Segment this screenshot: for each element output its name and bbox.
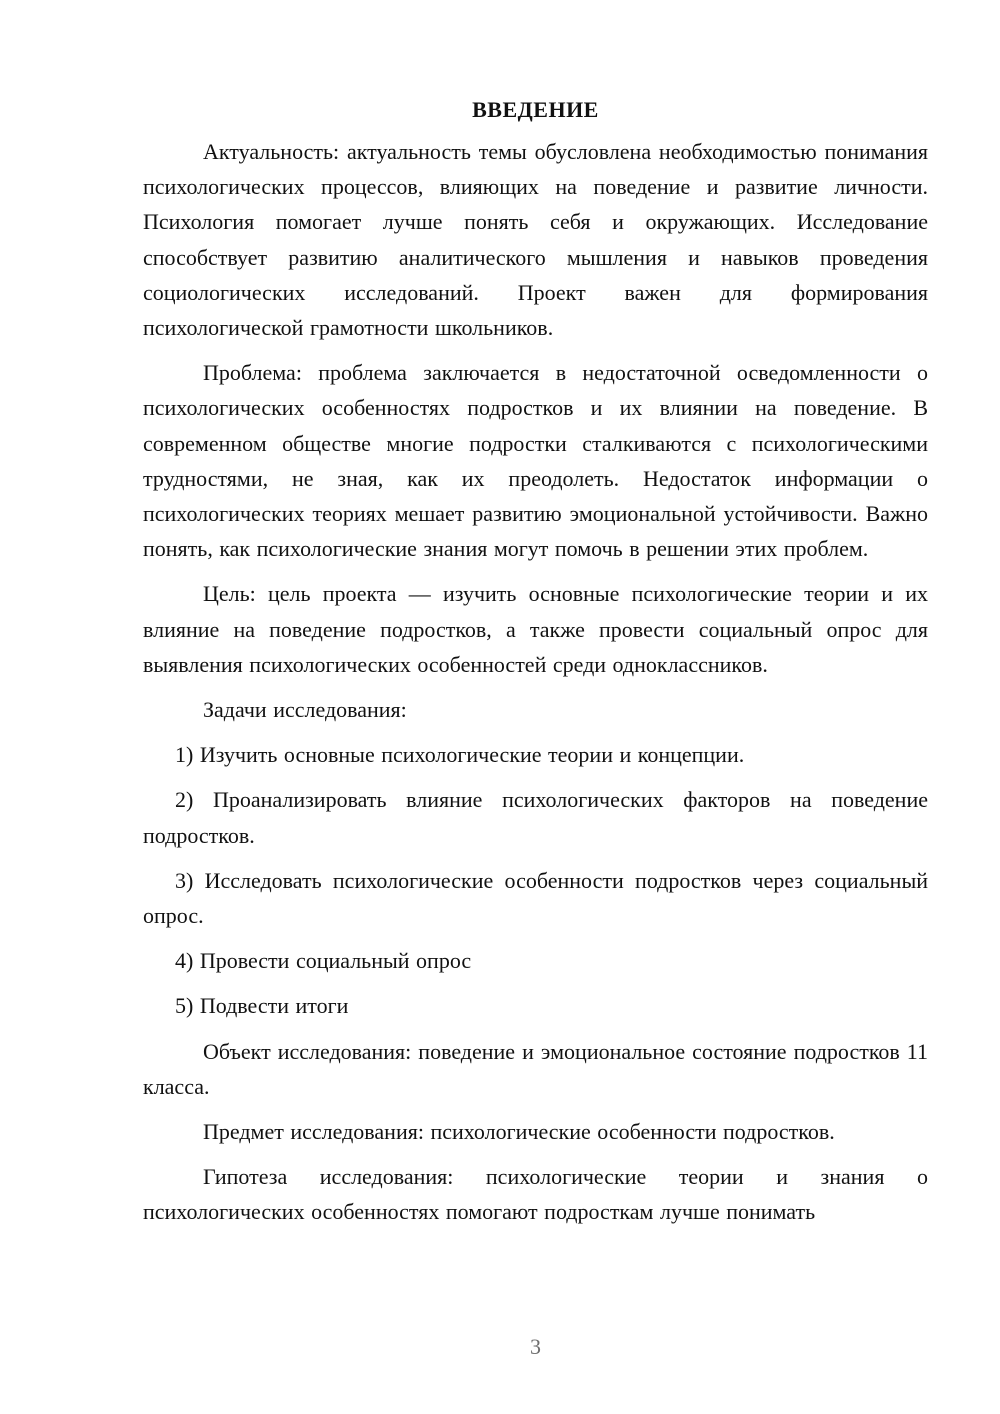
- task-item-4: 4) Провести социальный опрос: [175, 948, 472, 974]
- paragraph-hypothesis: Гипотеза исследования: психологические теории и знания о психологических особенностях помогают подросткам лучше понимать: [143, 1164, 928, 1225]
- task-item-5: 5) Подвести итоги: [175, 993, 349, 1019]
- paragraph-goal: Цель: цель проекта — изучить основные психологические теории и их влияние на поведение подростков, а также провести социальный опрос для выявления психологических особенностей среди одноклассников.: [143, 581, 928, 677]
- paragraph-tasks-heading: Задачи исследования:: [203, 697, 407, 723]
- paragraph-subject: Предмет исследования: психологические особенности подростков.: [203, 1119, 835, 1145]
- task-item-2: 2) Проанализировать влияние психологических факторов на поведение подростков.: [143, 787, 928, 848]
- paragraph-problem: Проблема: проблема заключается в недостаточной осведомленности о психологических особенностях подростков и их влиянии на поведение. В современном обществе многие подростки сталкиваются с психологическими трудностями, не зная, как их преодолеть. Недостаток информации о психологических теориях мешает развитию эмоциональной устойчивости. Важно понять, как психологические знания могут помочь в решении этих проблем.: [143, 360, 928, 562]
- paragraph-relevance: Актуальность: актуальность темы обусловлена необходимостью понимания психологических процессов, влияющих на поведение и развитие личности. Психология помогает лучше понять себя и окружающих. Исследование способствует развитию аналитического мышления и навыков проведения социологических исследований. Проект важен для формирования психологической грамотности школьников.: [143, 139, 928, 341]
- task-item-1: 1) Изучить основные психологические теории и концепции.: [175, 742, 745, 768]
- document-page: [143, 96, 928, 1240]
- page-number: 3: [530, 1334, 541, 1359]
- task-item-3: 3) Исследовать психологические особенности подростков через социальный опрос.: [143, 867, 928, 929]
- paragraph-object: Объект исследования: поведение и эмоциональное состояние подростков 11 класса.: [143, 1038, 928, 1099]
- section-title: ВВЕДЕНИЕ: [472, 97, 599, 122]
